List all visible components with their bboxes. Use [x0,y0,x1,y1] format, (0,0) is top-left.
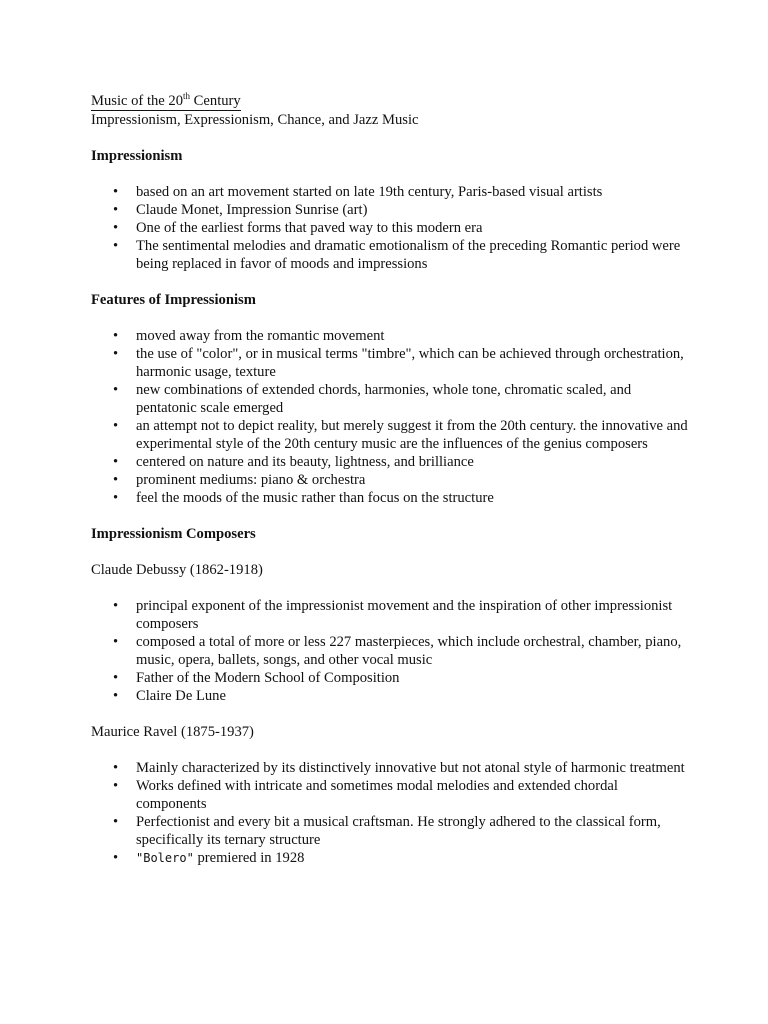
list-item-text: Claire De Lune [136,688,226,704]
list-item [91,849,691,867]
list-item-text: the use of "color", or in musical terms "timbre", which can be achieved through orchestration, harmonic usage, texture [136,346,684,380]
document-content [91,92,691,867]
heading-composers: Impressionism Composers [91,526,256,542]
list-item [91,633,691,669]
list-item-text: The sentimental melodies and dramatic emotionalism of the preceding Romantic period were being replaced in favor of moods and impressions [136,238,681,272]
list-item [91,201,691,219]
list-item-text: Works defined with intricate and sometimes modal melodies and extended chordal components [136,778,618,812]
document-subtitle: Impressionism, Expressionism, Chance, and Jazz Music [91,112,419,128]
ravel-list [91,759,691,867]
list-item-text: Claude Monet, Impression Sunrise (art) [136,202,368,218]
bolero-rest: premiered in 1928 [193,850,305,866]
list-item [91,489,691,507]
bullet-icon: • [113,346,119,362]
title-suffix: Century [190,93,241,109]
bullet-icon: • [113,760,119,776]
bullet-icon: • [113,850,119,866]
list-item [91,813,691,849]
list-item [91,759,691,777]
impressionism-list [91,183,691,273]
list-item-text: Father of the Modern School of Composition [136,670,400,686]
bullet-icon: • [113,598,119,614]
bullet-icon: • [113,238,119,254]
list-item-text: feel the moods of the music rather than focus on the structure [136,490,494,506]
bolero-title: "Bolero" [136,851,194,865]
list-item [91,669,691,687]
list-item [91,687,691,705]
bullet-icon: • [113,490,119,506]
list-item-text: an attempt not to depict reality, but merely suggest it from the 20th century. the innovative and experimental style of the 20th century music are the influences of the genius composers [136,418,688,452]
list-item-text: centered on nature and its beauty, lightness, and brilliance [136,454,474,470]
debussy-list [91,597,691,705]
list-item-text: Perfectionist and every bit a musical craftsman. He strongly adhered to the classical form, specifically its ternary structure [136,814,661,848]
heading-impressionism: Impressionism [91,148,183,164]
list-item [91,471,691,489]
list-item [91,183,691,201]
bullet-icon: • [113,220,119,236]
list-item-text: based on an art movement started on late 19th century, Paris-based visual artists [136,184,603,200]
bullet-icon: • [113,670,119,686]
bullet-icon: • [113,184,119,200]
bullet-icon: • [113,688,119,704]
bullet-icon: • [113,778,119,794]
bullet-icon: • [113,202,119,218]
list-item-text: prominent mediums: piano & orchestra [136,472,366,488]
list-item [91,417,691,453]
list-item-text: moved away from the romantic movement [136,328,385,344]
bullet-icon: • [113,418,119,434]
composer-debussy: Claude Debussy (1862-1918) [91,562,263,578]
title-prefix: Music of the 20 [91,93,184,109]
bullet-icon: • [113,472,119,488]
list-item [91,327,691,345]
features-list [91,327,691,507]
list-item [91,453,691,471]
bullet-icon: • [113,328,119,344]
list-item [91,219,691,237]
title-superscript: th [183,91,191,101]
bullet-icon: • [113,382,119,398]
heading-features: Features of Impressionism [91,292,256,308]
list-item-text: principal exponent of the impressionist movement and the inspiration of other impressionist composers [136,598,673,632]
list-item-text: One of the earliest forms that paved way to this modern era [136,220,483,236]
list-item [91,381,691,417]
title-underlined [91,93,241,111]
list-item-text: composed a total of more or less 227 masterpieces, which include orchestral, chamber, piano, music, opera, ballets, songs, and other vocal music [136,634,682,668]
list-item-text: new combinations of extended chords, harmonies, whole tone, chromatic scaled, and pentatonic scale emerged [136,382,632,416]
list-item [91,345,691,381]
document-title [91,92,691,111]
list-item-text: Mainly characterized by its distinctively innovative but not atonal style of harmonic treatment [136,760,685,776]
composer-ravel: Maurice Ravel (1875-1937) [91,724,254,740]
list-item [91,597,691,633]
list-item [91,777,691,813]
bullet-icon: • [113,814,119,830]
list-item [91,237,691,273]
bullet-icon: • [113,634,119,650]
bullet-icon: • [113,454,119,470]
